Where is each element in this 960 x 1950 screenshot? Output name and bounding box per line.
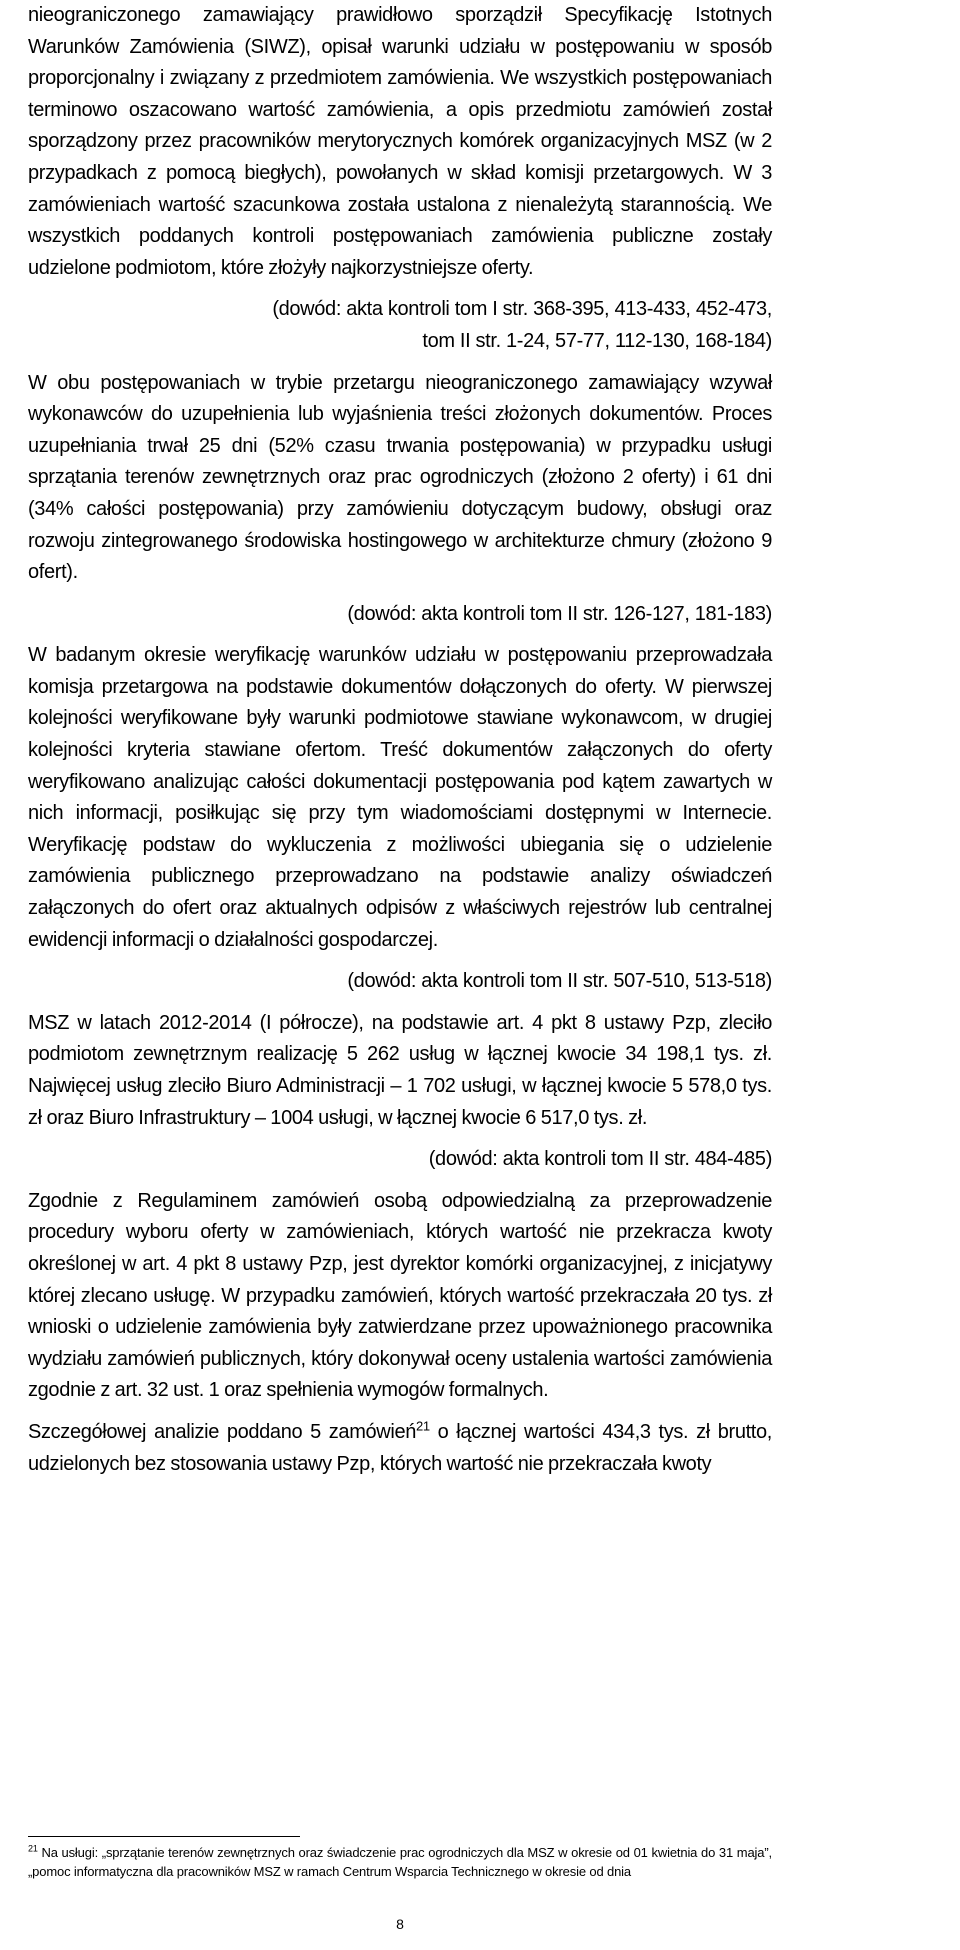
evidence-line-1: (dowód: akta kontroli tom I str. 368-395, 413-433, 452-473, [272,298,772,321]
evidence-text: (dowód: akta kontroli tom II str. 126-127, 181-183) [347,602,772,625]
evidence-reference-1 [28,294,772,357]
evidence-reference-2 [28,599,772,631]
paragraph-verification: W badanym okresie weryfikację warunków udziału w postępowaniu przeprowadzała komisja przetargowa na podstawie dokumentów dołączonych do oferty. W pierwszej kolejności weryfikowane były warunki podmiotowe stawiane wykonawcom, w drugiej kolejności kryteria stawiane ofertom. Treść dokumentów załączonych do oferty weryfikowano analizując całości dokumentacji postępowania pod kątem zawartych w nich informacji, posiłkując się przy tym wiadomościami dostępnymi w Internecie. Weryfikację podstaw do wykluczenia z możliwości ubiegania się o udzielenie zamówienia publicznego przeprowadzano na podstawie analizy oświadczeń załączonych do ofert oraz aktualnych odpisów z właściwych rejestrów lub centralnej ewidencji informacji o działalności gospodarczej. [28,644,772,951]
paragraph-services-count: MSZ w latach 2012-2014 (I półrocze), na podstawie art. 4 pkt 8 ustawy Pzp, zleciło podmiotom zewnętrznym realizację 5 262 usług w łącznej kwocie 34 198,1 tys. zł. Najwięcej usług zleciło Biuro Administracji – 1 702 usługi, w łącznej kwocie 5 578,0 tys. zł oraz Biuro Infrastruktury – 1004 usługi, w łącznej kwocie 6 517,0 tys. zł. [28,1011,772,1129]
footnote-separator [28,1836,300,1837]
footnote-marker: 21 [28,1843,38,1854]
footnote [28,1843,772,1881]
page-number: 8 [396,1916,404,1932]
analysis-text-start: Szczegółowej analizie poddano 5 zamówień [28,1420,417,1443]
paragraph-siwz: nieograniczonego zamawiający prawidłowo sporządził Specyfikację Istotnych Warunków Zamówienia (SIWZ), opisał warunki udziału w postępowaniu w sposób proporcjonalny i związany z przedmiotem zamówienia. We wszystkich postępowaniach terminowo oszacowano wartość zamówienia, a opis przedmiotu zamówień został sporządzony przez pracowników merytorycznych komórek organizacyjnych MSZ (w 2 przypadkach z pomocą biegłych), powołanych w skład komisji przetargowych. W 3 zamówieniach wartość szacunkowa została ustalona z nienależytą starannością. We wszystkich poddanych kontroli postępowaniach zamówienia publiczne zostały udzielone podmiotom, które złożyły najkorzystniejsze oferty. [28,4,772,279]
paragraph-supplementation: W obu postępowaniach w trybie przetargu nieograniczonego zamawiający wzywał wykonawców do uzupełnienia lub wyjaśnienia treści złożonych dokumentów. Proces uzupełniania trwał 25 dni (52% czasu trwania postępowania) w przypadku usługi sprzątania terenów zewnętrznych oraz prac ogrodniczych (złożono 2 oferty) i 61 dni (34% całości postępowania) przy zamówieniu dotyczącym budowy, obsługi oraz rozwoju zintegrowanego środowiska hostingowego w architekturze chmury (złożono 9 ofert). [28,371,772,584]
evidence-text: (dowód: akta kontroli tom II str. 484-485) [428,1148,772,1171]
footnote-reference: 21 [416,1418,430,1434]
paragraph-analysis [28,1417,772,1480]
evidence-reference-3 [28,966,772,998]
evidence-reference-4 [28,1144,772,1176]
page-body [28,0,772,1480]
evidence-text: (dowód: akta kontroli tom II str. 507-510, 513-518) [347,970,772,993]
analysis-text-end: o łącznej wartości 434,3 tys. zł brutto, udzielonych bez stosowania ustawy Pzp, których wartość nie przekraczała kwoty [28,1420,772,1475]
footnote-text: Na usługi: „sprzątanie terenów zewnętrznych oraz świadczenie prac ogrodniczych dla MSZ w okresie od 01 kwietnia do 31 maja”, „pomoc informatyczna dla pracowników MSZ w ramach Centrum Wsparcia Technicznego w okresie od dnia [28,1845,772,1879]
paragraph-regulations: Zgodnie z Regulaminem zamówień osobą odpowiedzialną za przeprowadzenie procedury wyboru oferty w zamówieniach, których wartość nie przekracza kwoty określonej w art. 4 pkt 8 ustawy Pzp, jest dyrektor komórki organizacyjnej, z inicjatywy której zlecano usługę. W przypadku zamówień, których wartość przekraczała 20 tys. zł wnioski o udzielenie zamówienia były zatwierdzane przez upoważnionego pracownika wydziału zamówień publicznych, który dokonywał oceny ustalenia wartości zamówienia zgodnie z art. 32 ust. 1 oraz spełnienia wymogów formalnych. [28,1189,772,1402]
evidence-line-2: tom II str. 1-24, 57-77, 112-130, 168-184) [422,329,772,352]
